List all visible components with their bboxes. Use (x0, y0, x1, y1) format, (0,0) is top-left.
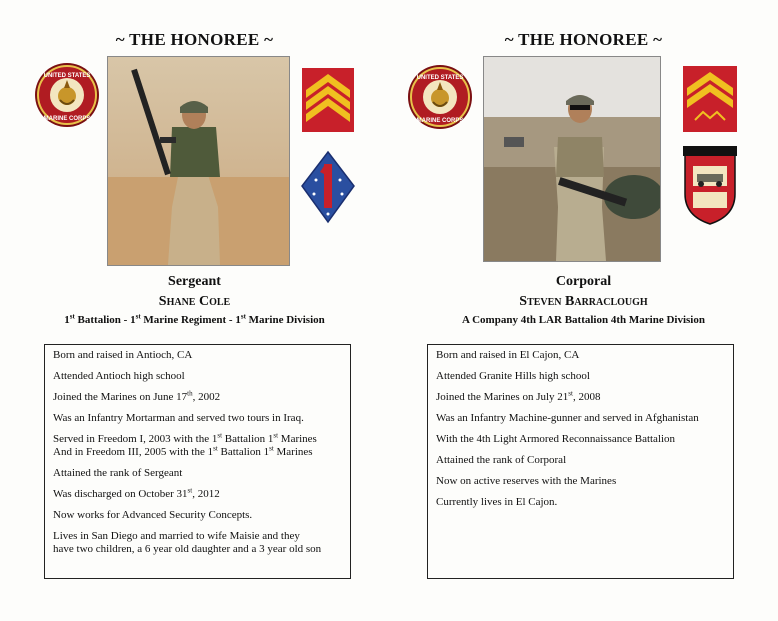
bio-line: Served in Freedom I, 2003 with the 1st Battalion 1st Marines And in Freedom III, 2005 with the 1st Battalion 1st Marines (53, 431, 317, 458)
first-marine-division-icon (300, 150, 356, 224)
bio-line: Now on active reserves with the Marines (436, 475, 617, 487)
seal-text-top: UNITED STATES (416, 75, 464, 81)
corporal-chevron-icon (683, 66, 737, 132)
honoree-unit: A Company 4th LAR Battalion 4th Marine Division (462, 314, 705, 326)
bio-line: Was discharged on October 31st, 2012 (53, 486, 220, 500)
honoree-rank: Corporal (555, 274, 612, 289)
sergeant-chevron-icon (302, 68, 354, 132)
bio-line: With the 4th Light Armored Reconnaissance Battalion (436, 433, 676, 445)
bio-line: Was an Infantry Machine-gunner and served in Afghanistan (436, 412, 699, 424)
bio-line: Attended Granite Hills high school (436, 370, 590, 382)
seal-text-bottom: MARINE CORPS (416, 118, 464, 124)
honoree-name: Steven Barraclough (519, 294, 648, 309)
seal-text-top: UNITED STATES (43, 73, 91, 79)
bio-line: Attained the rank of Corporal (436, 454, 567, 466)
honoree-photo (107, 56, 290, 266)
bio-line: Attained the rank of Sergeant (53, 467, 183, 479)
usmc-seal-icon (34, 62, 100, 128)
bio-line: Born and raised in Antioch, CA (53, 349, 193, 361)
lar-battalion-crest-icon (679, 144, 741, 226)
bio-line: Lives in San Diego and married to wife Maisie and they have two children, a 6 year old daughter and a 3 year old son (53, 530, 322, 555)
honoree-rank: Sergeant (168, 274, 221, 289)
usmc-seal-icon (407, 64, 473, 130)
bio-box (427, 344, 734, 579)
honoree-unit: 1st Battalion - 1st Marine Regiment - 1st Marine Division (64, 312, 325, 326)
bio-line: Now works for Advanced Security Concepts. (53, 509, 253, 521)
bio-line: Born and raised in El Cajon, CA (436, 349, 580, 361)
bio-line: Joined the Marines on July 21st, 2008 (436, 389, 601, 403)
honoree-panel-right (389, 0, 778, 621)
panel-title: ~ THE HONOREE ~ (115, 30, 274, 49)
bio-line: Was an Infantry Mortarman and served two tours in Iraq. (53, 412, 304, 424)
seal-text-bottom: MARINE CORPS (43, 116, 91, 122)
honoree-photo (483, 56, 661, 262)
bio-line: Currently lives in El Cajon. (436, 496, 558, 508)
honoree-name: Shane Cole (158, 294, 231, 309)
bio-line: Joined the Marines on June 17th, 2002 (53, 389, 221, 403)
bio-line: Attended Antioch high school (53, 370, 185, 382)
panel-title: ~ THE HONOREE ~ (504, 30, 663, 49)
bio-box (44, 344, 351, 579)
